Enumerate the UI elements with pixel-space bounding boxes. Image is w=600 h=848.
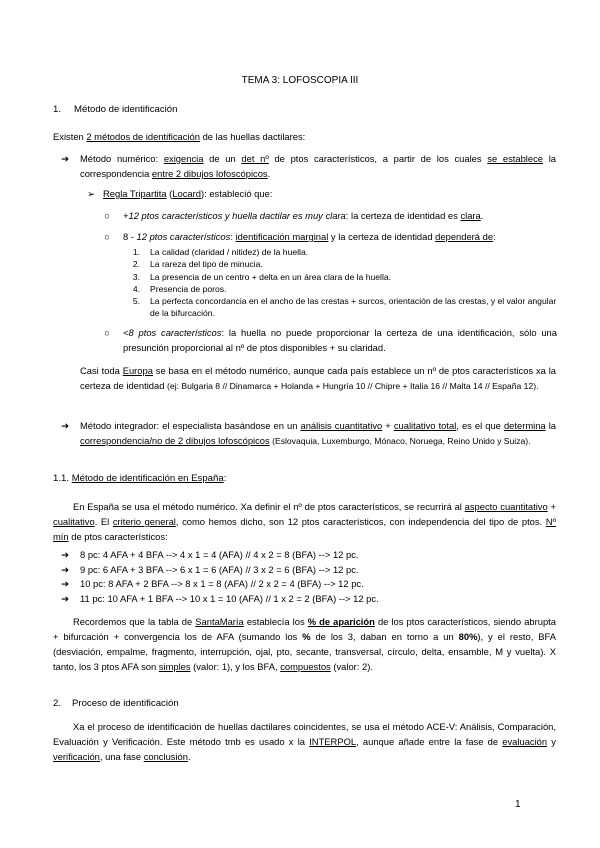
list-item: 1. La calidad (claridad / nitidez) de la huella. [132, 247, 309, 257]
list-item: ➔ 9 pc: 6 AFA + 3 BFA --> 6 x 1 = 6 (AFA) // 3 x 2 = 6 (BFA) --> 12 pc. [61, 563, 359, 575]
process-paragraph: Xa el proceso de identificación de huellas dactilares coincidentes, se usa el método ACE-V: Análisis, Comparación, Evaluación y Verificación. Este método tmb es usado x la INTERPOL, aunque añade entre la fase de evaluación y verificación, una fase conclusión. [53, 721, 556, 762]
page-number: 1 [515, 799, 521, 810]
rule-8-to-12: 8 - 12 ptos característicos: identificación marginal y la certeza de identidad dependerá de: [123, 231, 496, 242]
integrative-method-paragraph: Método integrador: el especialista basándose en un análisis cuantitativo + cualitativo total, es el que determina la correspondencia/no de 2 dibujos lofoscópicos (Eslovaquia, Luxemburgo, Mónaco, Noruega, Reino Unido y Suiza). [80, 420, 557, 446]
circle-bullet-icon: ○ [104, 327, 110, 338]
santamaria-paragraph: Recordemos que la tabla de SantaMaría establecía los % de aparición de los ptos característicos, siendo abrupta + bifurcación + convergencia los de AFA (sumando los % de los 3, daban en torno a un 80%), y el resto, BFA (desviación, empalme, fragmento, interrupción, ojal, pto, secante, transversal, círculo, delta, ensamble, M y vuelta). X tanto, los 3 ptos AFA son simples (valor: 1), y los BFA, compuestos (valor: 2). [53, 616, 556, 672]
page-title: TEMA 3: LOFOSCOPIA III [241, 75, 359, 86]
section-2-heading: Proceso de identificación [72, 698, 179, 709]
spain-paragraph: En España se usa el método numérico. Xa definir el nº de ptos característicos, se recurrirá al aspecto cuantitativo + cualitativo. El criterio general, como hemos dicho, son 12 ptos característicos, con independencia del tipo de ptos. Nº mín de ptos característicos: [53, 501, 556, 542]
section-1-1-heading: 1.1. Método de identificación en España: [53, 473, 227, 484]
conditions-list [128, 246, 558, 320]
list-item: 3. La presencia de un centro + delta en un área clara de la huella. [132, 271, 392, 282]
intro-paragraph: Existen 2 métodos de identificación de las huellas dactilares: [53, 131, 306, 142]
list-item: 4. Presencia de poros. [132, 283, 227, 294]
min-points-list [59, 548, 559, 606]
section-2-number: 2. [53, 698, 62, 709]
rule-less-than-8: <8 ptos característicos: la huella no puede proporcionar la certeza de una identificación, sólo una presunción proporcional al nº de ptos disponibles + su claridad. [123, 327, 557, 353]
arrow-bullet-icon: ➔ [61, 153, 69, 164]
triangle-bullet-icon: ➢ [87, 188, 95, 199]
section-1-number: 1. [53, 104, 62, 115]
circle-bullet-icon: ○ [104, 210, 110, 221]
list-item: ➔ 8 pc: 4 AFA + 4 BFA --> 4 x 1 = 4 (AFA) // 4 x 2 = 8 (BFA) --> 12 pc. [61, 549, 359, 560]
europe-paragraph: Casi toda Europa se basa en el método numérico, aunque cada país establece un nº de ptos característicos xa la certeza de identidad (ej: Bulgaria 8 // Dinamarca + Holanda + Hungría 10 // Chipre + Italia 16 // Malta 14 // España 12). [80, 365, 556, 391]
list-item: ➔ 11 pc: 10 AFA + 1 BFA --> 10 x 1 = 10 (AFA) // 1 x 2 = 2 (BFA) --> 12 pc. [61, 592, 379, 604]
numeric-method-paragraph: Método numérico: exigencia de un det nº de ptos característicos, a partir de los cuales se establece la correspondencia entre 2 dibujos lofoscópicos. [80, 153, 557, 179]
rule-more-than-12: +12 ptos característicos y huella dactilar es muy clara: la certeza de identidad es clara. [123, 210, 484, 221]
circle-bullet-icon: ○ [104, 231, 110, 242]
list-item: ➔ 10 pc: 8 AFA + 2 BFA --> 8 x 1 = 8 (AFA) // 2 x 2 = 4 (BFA) --> 12 pc. [61, 578, 364, 589]
list-item: 2. La rareza del tipo de minucia. [132, 259, 263, 270]
tripartita-rule: Regla Tripartita (Locard): estableció que: [103, 188, 273, 199]
list-item: 5. La perfecta concordancia en el ancho de las crestas + surcos, orientación de las crestas, y el valor angular de la bifurcación. [132, 296, 557, 319]
arrow-bullet-icon: ➔ [61, 420, 69, 431]
section-1-heading: Método de identificación [74, 104, 178, 115]
